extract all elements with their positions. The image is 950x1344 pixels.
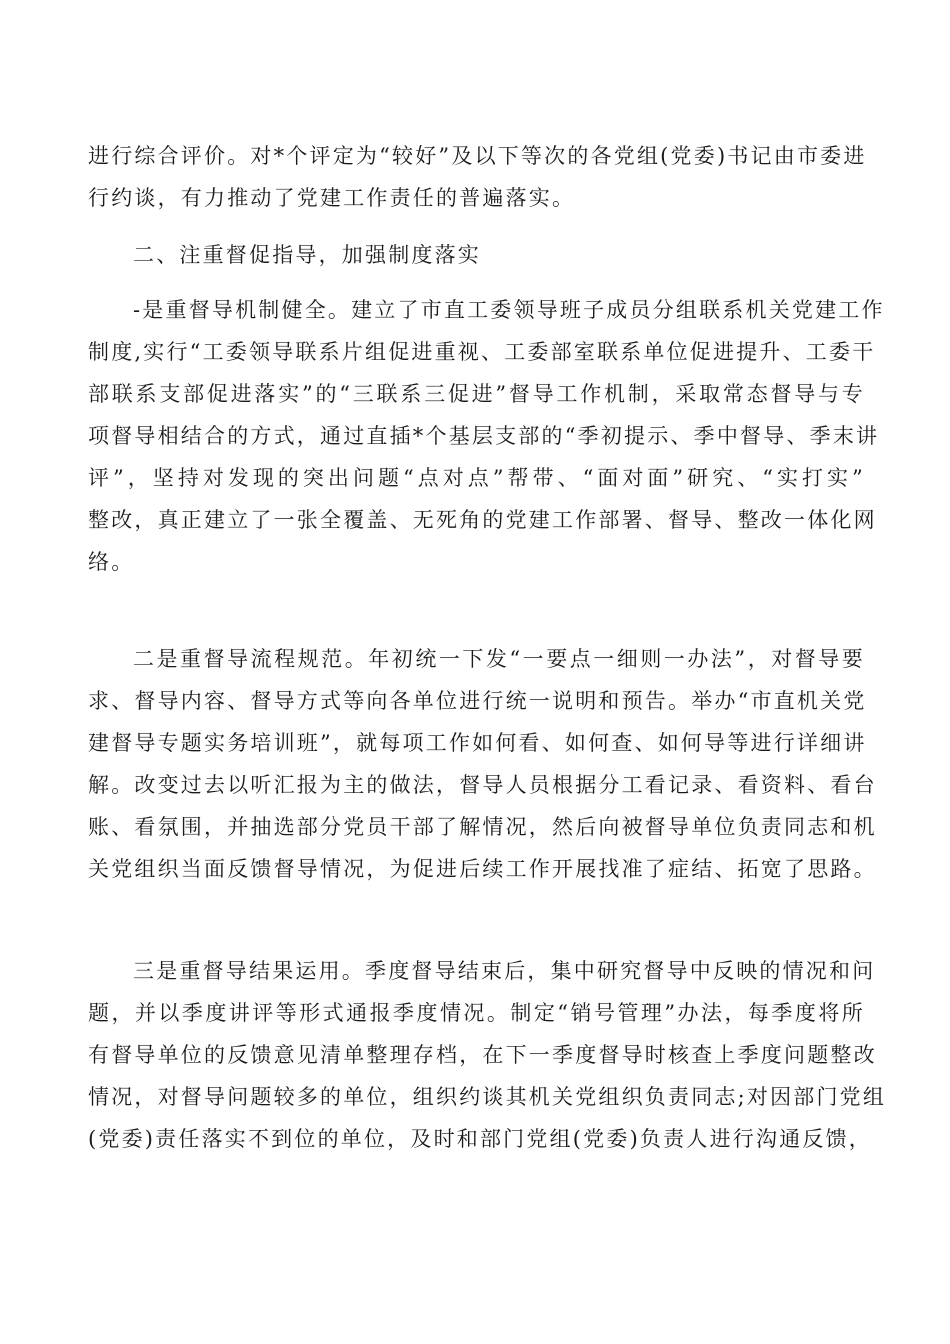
paragraph-supervision-process: [88, 638, 877, 890]
text-line: 项督导相结合的方式，通过直插*个基层支部的“季初提示、季中督导、季末讲: [88, 424, 880, 448]
text-line: (党委)责任落实不到位的单位，及时和部门党组(党委)负责人进行沟通反馈，: [88, 1127, 872, 1151]
text-line: 评”，坚持对发现的突出问题“点对点”帮带、“面对面”研究、“实打实”: [88, 466, 865, 490]
text-line: 行约谈，有力推动了党建工作责任的普遍落实。: [88, 186, 576, 210]
text-line: 络。: [88, 550, 135, 574]
section-heading: [88, 234, 865, 276]
text-line: 部联系支部促进落实”的“三联系三促进”督导工作机制，采取常态督导与专: [88, 382, 865, 406]
text-line: 有督导单位的反馈意见清单整理存档，在下一季度督导时核查上季度问题整改: [88, 1043, 877, 1067]
text-line: 建督导专题实务培训班”，就每项工作如何看、如何查、如何导等进行详细讲: [88, 731, 867, 755]
paragraph-evaluation-continuation: [88, 135, 865, 219]
text-line: 账、看氛围，并抽选部分党员干部了解情况，然后向被督导单位负责同志和机: [88, 815, 877, 839]
text-line: 二是重督导流程规范。年初统一下发“一要点一细则一办法”，对督导要: [133, 647, 865, 671]
text-line: -是重督导机制健全。建立了市直工委领导班子成员分组联系机关党建工作: [133, 298, 885, 322]
text-line: 整改，真正建立了一张全覆盖、无死角的党建工作部署、督导、整改一体化网: [88, 508, 877, 532]
text-line: 求、督导内容、督导方式等向各单位进行统一说明和预告。举办“市直机关党: [88, 689, 867, 713]
text-line: 三是重督导结果运用。季度督导结束后，集中研究督导中反映的情况和问: [133, 959, 876, 983]
text-line: 情况，对督导问题较多的单位，组织约谈其机关党组织负责同志;对因部门党组: [88, 1085, 887, 1109]
text-line: 题，并以季度讲评等形式通报季度情况。制定“销号管理”办法，每季度将所: [88, 1001, 865, 1025]
paragraph-supervision-results: [88, 950, 887, 1160]
text-line: 进行综合评价。对*个评定为“较好”及以下等次的各党组(党委)书记由市委进: [88, 144, 867, 168]
text-line: 解。改变过去以听汇报为主的做法，督导人员根据分工看记录、看资料、看台: [88, 773, 877, 797]
section-heading-text: 二、注重督促指导，加强制度落实: [133, 243, 481, 267]
paragraph-supervision-mechanism: [88, 289, 885, 583]
text-line: 制度,实行“工委领导联系片组促进重视、工委部室联系单位促进提升、工委干: [88, 340, 876, 364]
text-line: 关党组织当面反馈督导情况，为促进后续工作开展找准了症结、拓宽了思路。: [88, 857, 877, 881]
